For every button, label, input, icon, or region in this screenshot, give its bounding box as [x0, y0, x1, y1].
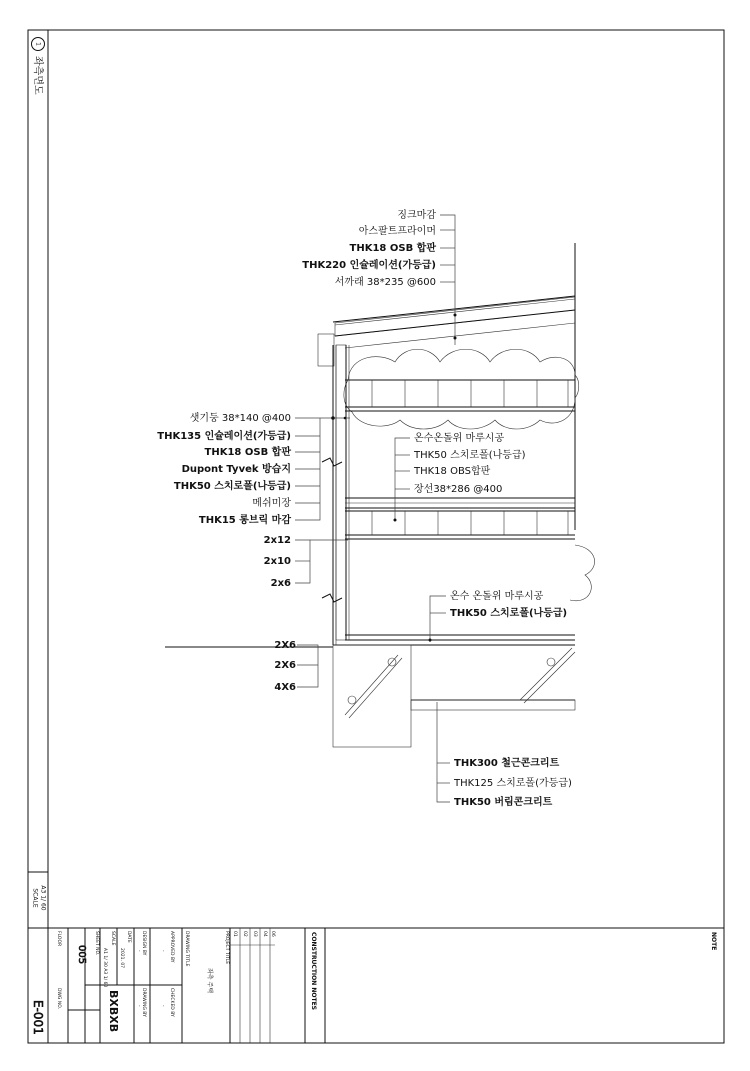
floor2-callout: THK50 스치로폴(나등급) — [414, 450, 526, 461]
roof-callouts — [302, 208, 436, 288]
roof-callout: 아스팔트프라이머 — [358, 226, 436, 237]
scale-tb-value: A1 1/ 30 A3 1/ 60 — [102, 948, 107, 988]
rebar-diag-1b — [349, 658, 402, 718]
floor1-callout: THK50 스치로폴(나등급) — [450, 608, 568, 619]
roof-callout: THK220 인슐레이션(가등급) — [302, 260, 436, 271]
sill-label: 2X6 — [274, 660, 296, 671]
sheet-no: 005 — [76, 945, 87, 965]
drawing-title: 좌측 주택 — [206, 968, 213, 994]
roof-top-line — [333, 296, 575, 322]
firm-logo: BXBXB — [107, 990, 120, 1033]
wall-callout: 메쉬미장 — [252, 498, 291, 509]
date-label: DATE — [126, 931, 131, 943]
wall-callout: 샛기둥 38*140 @400 — [189, 413, 291, 424]
view-label — [32, 38, 46, 95]
rebar-diag-1 — [345, 655, 398, 715]
revision-no: 04 — [262, 931, 267, 937]
view-number: 1 — [34, 42, 42, 46]
attic-truss — [344, 349, 579, 429]
floor2-joists — [372, 511, 568, 535]
drawing-title-label: DRAWING TITLE — [184, 931, 189, 967]
second-floor — [345, 498, 595, 601]
view-title: 좌측면도 — [32, 56, 43, 95]
sill-labels — [274, 640, 296, 693]
date-value: 2021. 07 — [119, 948, 124, 969]
dwg-no-label: DWG NO. — [56, 988, 61, 1009]
sill-leaders — [297, 645, 318, 687]
dwg-no: E-001 — [31, 1000, 45, 1035]
wall-callout: Dupont Tyvek 방습지 — [181, 464, 291, 475]
sheet-border — [28, 30, 724, 1043]
roof-callout: 징크마감 — [397, 210, 436, 221]
wall-callout: THK135 인슐레이션(가등급) — [157, 431, 291, 442]
wall-assembly — [322, 345, 349, 645]
lean-concrete — [411, 700, 575, 710]
foundation-callout: THK300 철근콘크리트 — [454, 758, 560, 769]
floor1-callout: 온수 온돌위 마루시공 — [450, 591, 544, 602]
design-by: - — [136, 950, 141, 952]
design-by-label: DESIGN BY — [141, 931, 146, 956]
floor2-leaders — [394, 438, 411, 522]
floor-label: FLOOR — [56, 931, 61, 947]
roof-leaders — [440, 215, 457, 345]
project-title-label: PROJECT TITLE — [224, 931, 229, 965]
sheet-no-label: SHEET NO. — [94, 931, 99, 956]
rebar-diag-2b — [524, 652, 575, 703]
wall-callout: THK50 스치로폴(나등급) — [173, 481, 291, 492]
checked-by: - — [160, 1005, 165, 1007]
note-title: NOTE — [710, 932, 717, 951]
drawing-by-label: DRAWING BY — [141, 988, 146, 1017]
title-block — [31, 928, 717, 1043]
revision-no: 03 — [252, 931, 257, 937]
floor2-callouts — [413, 431, 526, 495]
attic-break-cloud — [344, 349, 579, 429]
foundation-wall — [333, 645, 411, 747]
foundation-callout: THK125 스치로폴(가등급) — [454, 778, 572, 789]
member-label: 2x6 — [270, 578, 291, 589]
wall-break-lower — [322, 594, 342, 602]
sill-label: 4X6 — [274, 682, 296, 693]
roof-ceiling-line — [345, 323, 575, 348]
member-label: 2x12 — [263, 535, 291, 546]
approved-by: - — [160, 950, 165, 952]
scale-value: A3 1/ 60 — [39, 885, 47, 911]
member-labels — [264, 535, 291, 589]
rebar-2 — [348, 696, 356, 704]
scale-tb-label: SCALE — [110, 931, 115, 946]
construction-notes-title: CONSTRUCTION NOTES — [310, 932, 317, 1011]
rebar-3 — [547, 658, 555, 666]
revision-no: 01 — [232, 931, 237, 937]
wall-callout: THK15 롱브릭 마감 — [198, 515, 291, 526]
ground-floor — [165, 635, 575, 747]
foundation-leaders — [437, 702, 450, 802]
floor2-break-cloud — [570, 545, 595, 601]
sill-label: 2X6 — [274, 640, 296, 651]
drawing-by: - — [136, 1005, 141, 1007]
floor1-callouts — [450, 589, 567, 619]
roof-callout: 서까래 38*235 @600 — [334, 277, 436, 288]
scale-label: SCALE — [31, 888, 39, 908]
member-leaders — [295, 540, 348, 583]
revision-no: 02 — [242, 931, 247, 937]
wall-callouts — [157, 411, 291, 526]
wall-callout: THK18 OSB 합판 — [204, 447, 291, 458]
member-label: 2x10 — [263, 556, 291, 567]
roof-callout: THK18 OSB 합판 — [349, 243, 436, 254]
wall-break-upper — [322, 458, 342, 466]
foundation-callout: THK50 버림콘크리트 — [454, 797, 553, 808]
wall-leaders — [295, 416, 350, 520]
attic-webs — [372, 380, 568, 407]
eave-fascia — [318, 334, 334, 366]
floor2-callout: 온수온돌위 마루시공 — [414, 433, 505, 444]
floor2-callout: 장선38*286 @400 — [414, 484, 503, 495]
rebar-diag-2 — [520, 648, 572, 700]
floor2-callout: THK18 OBS합판 — [414, 466, 491, 477]
checked-by-label: CHECKED BY — [169, 988, 174, 1017]
revision-no: 06 — [270, 931, 275, 937]
foundation-callouts — [453, 756, 572, 808]
approved-by-label: APPROVED BY — [169, 931, 174, 963]
